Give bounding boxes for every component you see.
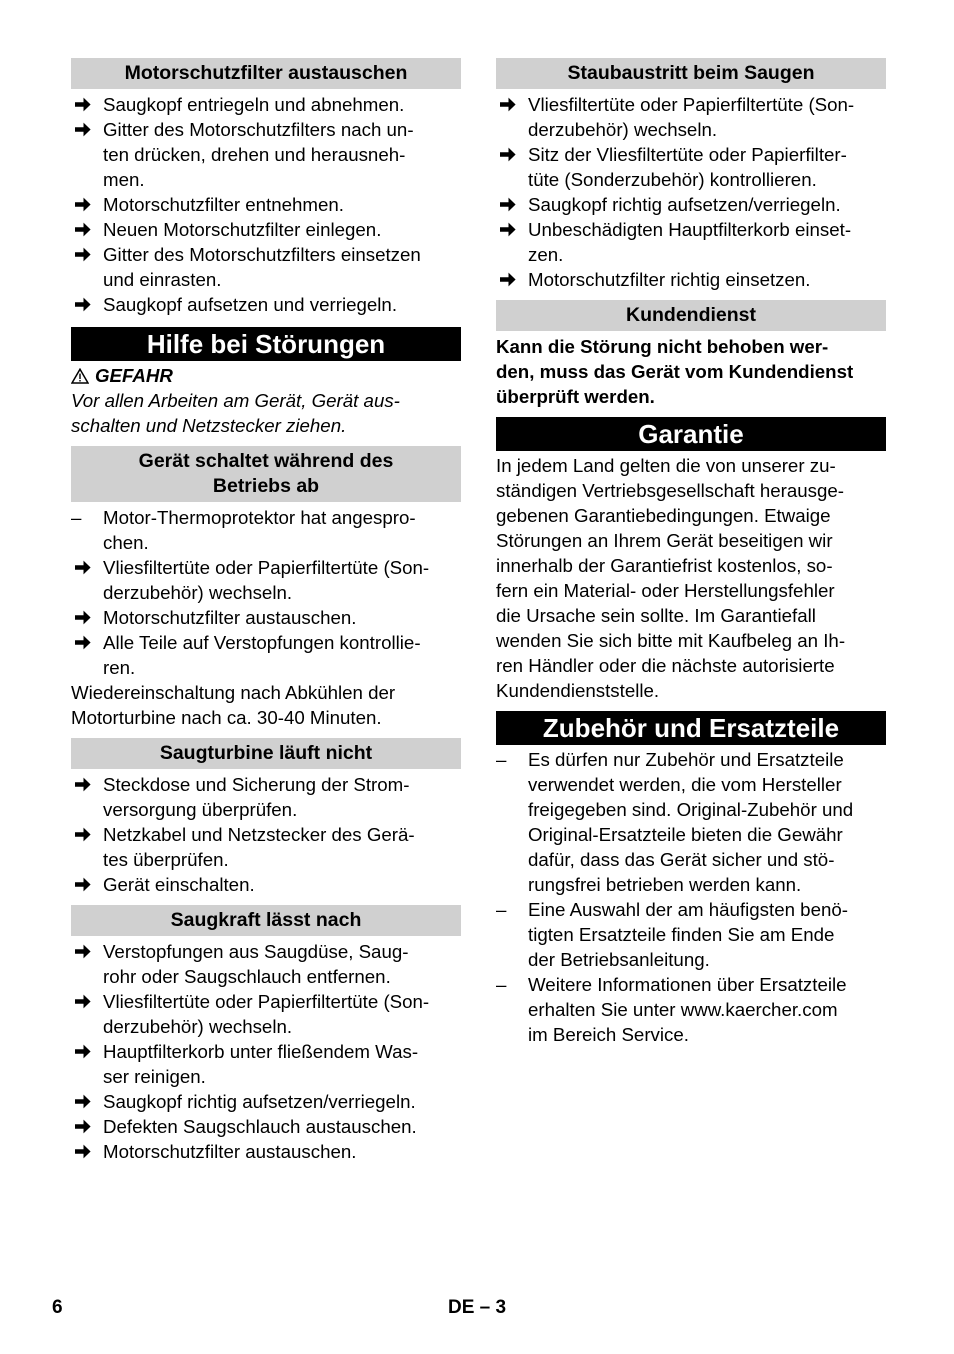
list-item: Alle Teile auf Verstopfungen kontrollie-	[71, 630, 461, 655]
list-item: – Eine Auswahl der am häufigsten benö-	[496, 899, 848, 920]
list-item-continuation: derzubehör) wechseln.	[103, 1016, 293, 1037]
paragraph-line: ständigen Vertriebsgesellschaft herausge-	[496, 480, 845, 501]
right-arrow-icon	[75, 877, 91, 892]
list-item: Motorschutzfilter austauschen.	[71, 1139, 461, 1164]
list-item: Gerät einschalten.	[71, 872, 461, 897]
page-number: 6	[52, 1297, 63, 1318]
right-arrow-icon	[75, 635, 91, 650]
list-item-continuation: tüte (Sonderzubehör) kontrollieren.	[528, 169, 817, 190]
right-arrow-icon	[75, 944, 91, 959]
paragraph-line: innerhalb der Garantiefrist kostenlos, so-	[496, 555, 833, 576]
right-arrow-icon	[75, 197, 91, 212]
list-item: Saugkopf entriegeln und abnehmen.	[71, 92, 461, 117]
list-item-continuation: ren.	[103, 657, 136, 678]
right-arrow-icon	[75, 247, 91, 262]
list-item-continuation: erhalten Sie unter www.kaercher.com	[528, 999, 838, 1020]
paragraph-line: Motorturbine nach ca. 30-40 Minuten.	[71, 707, 382, 728]
list-item: Motorschutzfilter austauschen.	[71, 605, 461, 630]
paragraph-line: ren Händler oder die nächste autorisierte	[496, 655, 835, 676]
list-item-continuation: der Betriebsanleitung.	[528, 949, 710, 970]
paragraph-line: Kundendienststelle.	[496, 680, 660, 701]
right-arrow-icon	[75, 994, 91, 1009]
list-item: Hauptfilterkorb unter fließendem Was-	[71, 1039, 461, 1064]
list-item: – Es dürfen nur Zubehör und Ersatzteile	[496, 749, 844, 770]
list-item: Motorschutzfilter richtig einsetzen.	[496, 267, 886, 292]
main-heading: Garantie	[496, 417, 886, 451]
list-item-continuation: tes überprüfen.	[103, 849, 229, 870]
list-item: Saugkopf richtig aufsetzen/verriegeln.	[71, 1089, 461, 1114]
paragraph-line: Wiedereinschaltung nach Abkühlen der	[71, 682, 396, 703]
list-item-continuation: derzubehör) wechseln.	[103, 582, 293, 603]
paragraph-line: den, muss das Gerät vom Kundendienst	[496, 361, 854, 382]
paragraph-line: Kann die Störung nicht behoben wer-	[496, 336, 829, 357]
list-item: Neuen Motorschutzfilter einlegen.	[71, 217, 461, 242]
right-arrow-icon	[75, 1094, 91, 1109]
list-item: – Motor-Thermoprotektor hat angespro-	[71, 507, 416, 528]
right-arrow-icon	[500, 197, 516, 212]
list-item: Vliesfiltertüte oder Papierfiltertüte (Son-	[71, 555, 461, 580]
list-item: Netzkabel und Netzstecker des Gerä-	[71, 822, 461, 847]
right-arrow-icon	[75, 97, 91, 112]
warning-text-line: schalten und Netzstecker ziehen.	[71, 415, 347, 436]
right-arrow-icon	[75, 560, 91, 575]
warning-title: GEFAHR	[71, 363, 461, 388]
list-item: Motorschutzfilter entnehmen.	[71, 192, 461, 217]
list-item-continuation: versorgung überprüfen.	[103, 799, 298, 820]
section-heading: Saugkraft lässt nach	[71, 905, 461, 936]
list-item-continuation: tigten Ersatzteile finden Sie am Ende	[528, 924, 835, 945]
paragraph-line: gebenen Garantiebedingungen. Etwaige	[496, 505, 831, 526]
list-item-continuation: men.	[103, 169, 145, 190]
section-heading: Staubaustritt beim Saugen	[496, 58, 886, 89]
left-column	[71, 58, 461, 1164]
list-item: Sitz der Vliesfiltertüte oder Papierfilter-	[496, 142, 886, 167]
list-item-continuation: zen.	[528, 244, 564, 265]
list-item: Vliesfiltertüte oder Papierfiltertüte (Son-	[496, 92, 886, 117]
main-heading: Zubehör und Ersatzteile	[496, 711, 886, 745]
dash-bullet: –	[496, 899, 507, 920]
list-item: Vliesfiltertüte oder Papierfiltertüte (Son-	[71, 989, 461, 1014]
paragraph-line: überprüft werden.	[496, 386, 655, 407]
right-arrow-icon	[75, 827, 91, 842]
list-item: Steckdose und Sicherung der Strom-	[71, 772, 461, 797]
dash-bullet: –	[71, 507, 82, 528]
list-item-continuation: ten drücken, drehen und herausneh-	[103, 144, 406, 165]
list-item: Gitter des Motorschutzfilters einsetzen	[71, 242, 461, 267]
list-item-continuation: rohr oder Saugschlauch entfernen.	[103, 966, 391, 987]
list-item-continuation: dafür, dass das Gerät sicher und stö-	[528, 849, 835, 870]
warning-triangle-icon	[71, 363, 95, 388]
right-arrow-icon	[75, 297, 91, 312]
right-arrow-icon	[75, 1044, 91, 1059]
list-item-continuation: derzubehör) wechseln.	[528, 119, 718, 140]
paragraph-line: die Ursache sein sollte. Im Garantiefall	[496, 605, 816, 626]
dash-bullet: –	[496, 749, 507, 770]
right-arrow-icon	[500, 272, 516, 287]
paragraph-line: fern ein Material- oder Herstellungsfehler	[496, 580, 835, 601]
list-item: – Weitere Informationen über Ersatzteile	[496, 974, 847, 995]
right-arrow-icon	[500, 97, 516, 112]
list-item: Saugkopf aufsetzen und verriegeln.	[71, 292, 461, 317]
right-arrow-icon	[75, 610, 91, 625]
dash-bullet: –	[496, 974, 507, 995]
right-arrow-icon	[75, 1144, 91, 1159]
right-arrow-icon	[75, 222, 91, 237]
list-item: Defekten Saugschlauch austauschen.	[71, 1114, 461, 1139]
right-arrow-icon	[500, 147, 516, 162]
warning-text-line: Vor allen Arbeiten am Gerät, Gerät aus-	[71, 390, 400, 411]
right-arrow-icon	[75, 1119, 91, 1134]
section-heading: Saugturbine läuft nicht	[71, 738, 461, 769]
list-item-continuation: Original-Ersatzteile bieten die Gewähr	[528, 824, 843, 845]
list-item-continuation: rungsfrei betrieben werden kann.	[528, 874, 802, 895]
right-arrow-icon	[75, 777, 91, 792]
list-item-continuation: freigegeben sind. Original-Zubehör und	[528, 799, 854, 820]
paragraph-line: Störungen an Ihrem Gerät beseitigen wir	[496, 530, 833, 551]
section-heading: Motorschutzfilter austauschen	[71, 58, 461, 89]
paragraph-line: In jedem Land gelten die von unserer zu-	[496, 455, 836, 476]
list-item-continuation: ser reinigen.	[103, 1066, 206, 1087]
right-arrow-icon	[500, 222, 516, 237]
list-item: Verstopfungen aus Saugdüse, Saug-	[71, 939, 461, 964]
paragraph-line: wenden Sie sich bitte mit Kaufbeleg an Ih-	[496, 630, 846, 651]
list-item: Gitter des Motorschutzfilters nach un-	[71, 117, 461, 142]
list-item-continuation: im Bereich Service.	[528, 1024, 689, 1045]
list-item-continuation: chen.	[103, 532, 149, 553]
main-heading: Hilfe bei Störungen	[71, 327, 461, 361]
right-arrow-icon	[75, 122, 91, 137]
list-item-continuation: verwendet werden, die vom Hersteller	[528, 774, 842, 795]
list-item: Unbeschädigten Hauptfilterkorb einset-	[496, 217, 886, 242]
list-item-continuation: und einrasten.	[103, 269, 222, 290]
section-heading: Kundendienst	[496, 300, 886, 331]
section-heading: Gerät schaltet während des Betriebs ab	[71, 446, 461, 502]
right-column	[496, 58, 886, 1047]
list-item: Saugkopf richtig aufsetzen/verriegeln.	[496, 192, 886, 217]
section-page-label: DE – 3	[448, 1297, 507, 1318]
